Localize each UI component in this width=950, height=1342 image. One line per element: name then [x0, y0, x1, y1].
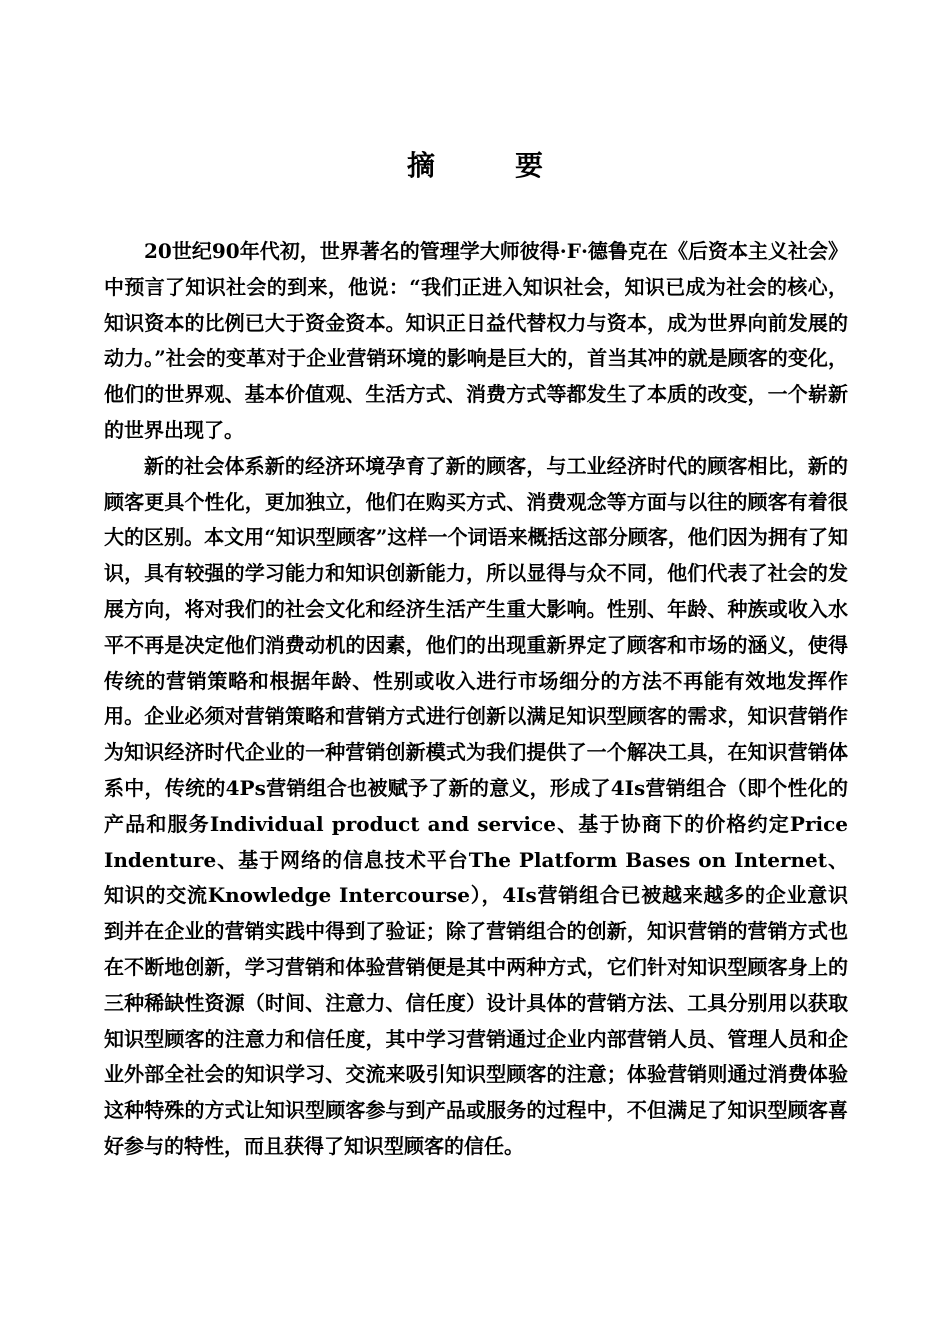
page-title: 摘 要: [406, 149, 569, 182]
paragraph-2: 新的社会体系新的经济环境孕育了新的顾客，与工业经济时代的顾客相比，新的顾客更具个性化，更加独立，他们在购买方式、消费观念等方面与以往的顾客有着很大的区别。本文用“知识型顾客”这样一个词语来概括这部分顾客，他们因为拥有了知识，具有较强的学习能力和知识创新能力，所以显得与众不同，他们代表了社会的发展方向，将对我们的社会文化和经济生活产生重大影响。性别、年龄、种族或收入水平不再是决定他们消费动机的因素，他们的出现重新界定了顾客和市场的涵义，使得传统的营销策略和根据年龄、性别或收入进行市场细分的方法不再能有效地发挥作用。企业必须对营销策略和营销方式进行创新以满足知识型顾客的需求，知识营销作为知识经济时代企业的一种营销创新模式为我们提供了一个解决工具，在知识营销体系中，传统的4Ps营销组合也被赋予了新的意义，形成了4Is营销组合（即个性化的产品和服务Individual product and service、基于协商下的价格约定Price Indenture、基于网络的信息技术平台The Platform Bases on Internet、知识的交流Knowledge Intercourse），4Is营销组合已被越来越多的企业意识到并在企业的营销实践中得到了验证；除了营销组合的创新，知识营销的营销方式也在不断地创新，学习营销和体验营销便是其中两种方式，它们针对知识型顾客身上的三种稀缺性资源（时间、注意力、信任度）设计具体的营销方法、工具分别用以获取知识型顾客的注意力和信任度，其中学习营销通过企业内部营销人员、管理人员和企业外部全社会的知识学习、交流来吸引知识型顾客的注意；体验营销则通过消费体验这种特殊的方式让知识型顾客参与到产品或服务的过程中，不但满足了知识型顾客喜好参与的特性，而且获得了知识型顾客的信任。: [104, 453, 848, 1158]
paragraph-1: 20世纪90年代初，世界著名的管理学大师彼得·F·德鲁克在《后资本主义社会》中预言了知识社会的到来，他说：“我们正进入知识社会，知识已成为社会的核心，知识资本的比例已大于资金资本。知识正日益代替权力与资本，成为世界向前发展的动力。”社会的变革对于企业营销环境的影响是巨大的，首当其冲的就是顾客的变化，他们的世界观、基本价值观、生活方式、消费方式等都发生了本质的改变，一个崭新的世界出现了。: [104, 239, 848, 442]
abstract-body: [104, 234, 848, 1165]
